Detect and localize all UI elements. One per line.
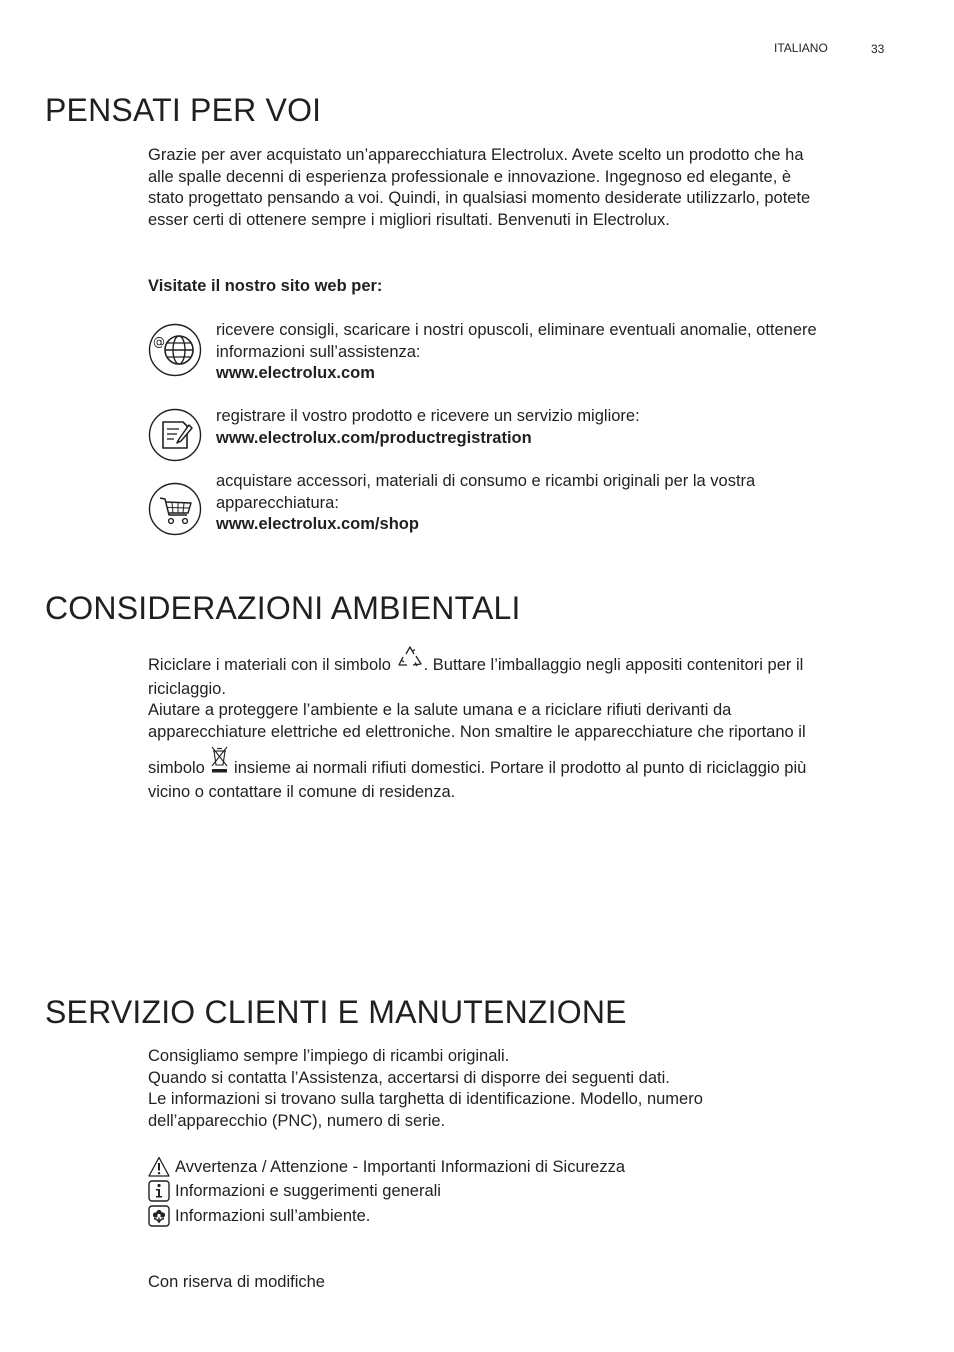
legend-text: Informazioni sull’ambiente. (175, 1207, 371, 1225)
info-icon (148, 1180, 170, 1202)
env-text: insieme ai normali rifiuti domestici. Portare il prodotto al punto di riciclaggio più (234, 758, 807, 777)
service-line: Le informazioni si trovano sulla targhetta di identificazione. Modello, numero (148, 1090, 703, 1109)
section-title-servizio: SERVIZIO CLIENTI E MANUTENZIONE (45, 994, 627, 1030)
intro-line: Grazie per aver acquistato un’apparecchiatura Electrolux. Avete scelto un prodotto che ha (148, 146, 804, 164)
legend-text: Avvertenza / Attenzione - Importanti Informazioni di Sicurezza (175, 1158, 625, 1176)
header-language: ITALIANO (774, 41, 828, 55)
legend-environment (148, 1204, 370, 1228)
visit-item-text: registrare il vostro prodotto e ricevere un servizio migliore: (216, 407, 640, 425)
service-paragraph (148, 1046, 888, 1133)
visit-item-text: apparecchiatura: (216, 493, 339, 512)
footer-note: Con riserva di modifiche (148, 1273, 325, 1291)
globe-at-icon (148, 323, 202, 377)
shopping-cart-icon (148, 482, 202, 536)
service-line: Consigliamo sempre l’impiego di ricambi originali. (148, 1047, 510, 1065)
env-text: simbolo (148, 758, 205, 777)
visit-item-text: ricevere consigli, scaricare i nostri opuscoli, eliminare eventuali anomalie, ottenere (216, 321, 817, 339)
legend-warning (148, 1155, 625, 1179)
env-line-weee (148, 745, 888, 782)
intro-line: stato progettato pensando a voi. Quindi, in qualsiasi momento desiderate utilizzarlo, potete (148, 189, 811, 208)
service-line: dell’apparecchio (PNC), numero di serie. (148, 1112, 446, 1131)
env-text: Riciclare i materiali con il simbolo (148, 656, 391, 674)
svg-text:@: @ (153, 335, 165, 349)
section-title-ambientali: CONSIDERAZIONI AMBIENTALI (45, 590, 521, 626)
env-line-1 (148, 644, 888, 679)
env-line: apparecchiature elettriche ed elettroniche. Non smaltire le apparecchiature che riportano il (148, 723, 806, 742)
visit-item-1 (216, 320, 896, 385)
legend-info (148, 1179, 441, 1203)
env-line: Aiutare a proteggere l’ambiente e la salute umana e a riciclare rifiuti derivanti da (148, 701, 732, 720)
visit-heading: Visitate il nostro sito web per: (148, 277, 383, 295)
service-line: Quando si contatta l’Assistenza, accertarsi di disporre dei seguenti dati. (148, 1068, 670, 1087)
page-number: 33 (871, 42, 885, 56)
warning-triangle-icon (148, 1156, 170, 1178)
link-electrolux[interactable]: www.electrolux.com (216, 364, 375, 383)
weee-bin-icon (209, 745, 229, 782)
registration-pen-icon (148, 408, 202, 462)
visit-item-text: acquistare accessori, materiali di consumo e ricambi originali per la vostra (216, 472, 756, 490)
visit-item-3 (216, 471, 896, 536)
environment-paragraph (148, 644, 888, 803)
link-shop[interactable]: www.electrolux.com/shop (216, 515, 419, 534)
intro-paragraph (148, 145, 888, 232)
link-productregistration[interactable]: www.electrolux.com/productregistration (216, 428, 532, 447)
legend-text: Informazioni e suggerimenti generali (175, 1182, 441, 1200)
env-line: vicino o contattare il comune di residenza. (148, 782, 456, 801)
visit-item-text: informazioni sull’assistenza: (216, 342, 421, 361)
env-line: riciclaggio. (148, 679, 226, 698)
environment-flower-icon (148, 1205, 170, 1227)
intro-line: esser certi di ottenere sempre i migliori risultati. Benvenuti in Electrolux. (148, 211, 670, 230)
recycle-icon (396, 644, 424, 679)
intro-line: alle spalle decenni di esperienza professionale e innovazione. Ingegnoso ed elegante, è (148, 167, 792, 186)
env-text: . Buttare l’imballaggio negli appositi contenitori per il (423, 656, 804, 674)
visit-item-2 (216, 406, 896, 449)
section-title-pensati: PENSATI PER VOI (45, 92, 322, 128)
